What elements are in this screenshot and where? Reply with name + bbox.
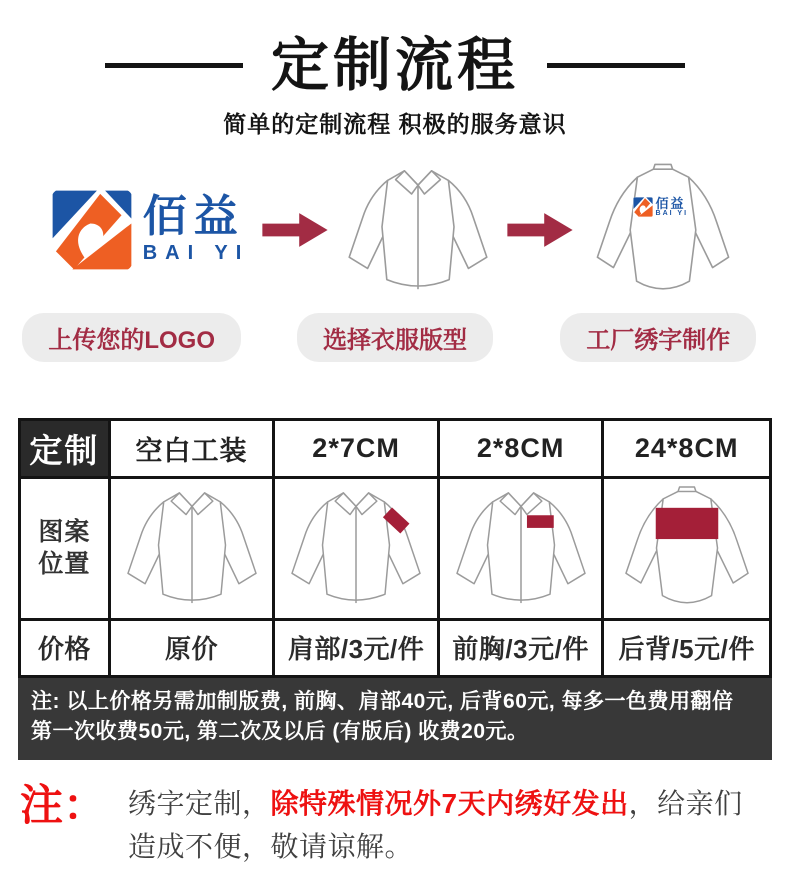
embroidered-logo-text — [656, 197, 689, 218]
col-header-2x8cm: 2*8CM — [440, 421, 605, 479]
arrow-right-icon — [259, 210, 331, 250]
shipping-note — [20, 782, 774, 869]
plate-fee-note-line2: 第一次收费50元, 第二次及以后 (有版后) 收费20元。 — [31, 720, 529, 744]
shirt-back-image — [583, 160, 743, 300]
shirt-blank-cell — [111, 479, 276, 621]
plate-fee-note-line1: 注: 以上价格另需加制版费, 前胸、肩部40元, 后背60元, 每多一色费用翻倍 — [31, 689, 734, 713]
back-patch — [655, 508, 718, 539]
step-label-choose-style: 选择衣服版型 — [297, 313, 493, 362]
shirt-chest-patch-cell — [440, 479, 605, 621]
process-steps — [0, 159, 790, 301]
shirt-back-patch-image — [612, 484, 762, 612]
shirt-front-blank-image — [117, 484, 267, 612]
brand-logo-text — [143, 194, 250, 265]
shirt-front-image — [338, 160, 498, 300]
note-text-before: 绣字定制， — [128, 787, 271, 819]
note-mark: 注： — [20, 781, 106, 830]
shirt-back-patch-cell — [604, 479, 769, 621]
brand-name-cn-small: 佰益 — [655, 195, 686, 211]
step-label-upload-logo: 上传您的LOGO — [22, 313, 241, 362]
brand-name-en-small: BAI YI — [655, 209, 689, 217]
title-decor-line-left — [105, 63, 243, 68]
brand-name-en: BAI YI — [142, 242, 250, 265]
brand-name-cn: 佰益 — [142, 192, 245, 242]
price-original: 原价 — [111, 621, 276, 675]
col-header-blank: 空白工装 — [111, 421, 276, 479]
step-shirt-front — [335, 159, 500, 301]
page-title: 定制流程 — [270, 33, 519, 98]
pricing-table — [18, 418, 772, 678]
brand-logo-icon-small — [633, 197, 653, 217]
shirt-chest-patch-image — [446, 484, 596, 612]
step-upload-logo — [45, 189, 255, 271]
shipping-note-text — [128, 782, 768, 869]
col-header-24x8cm: 24*8CM — [604, 421, 769, 479]
step-shirt-back-logo — [580, 159, 745, 301]
price-shoulder: 肩部/3元/件 — [275, 621, 440, 675]
row-header-position — [21, 479, 111, 621]
shirt-shoulder-patch-image — [281, 484, 431, 612]
embroidered-logo — [633, 197, 689, 218]
shirt-shoulder-patch-cell — [275, 479, 440, 621]
brand-logo-icon — [51, 189, 133, 271]
price-back: 后背/5元/件 — [604, 621, 769, 675]
price-chest: 前胸/3元/件 — [440, 621, 605, 675]
note-text-highlight: 除特殊情况外7天内绣好发出 — [270, 787, 629, 819]
chest-patch — [527, 516, 554, 529]
col-header-2x7cm: 2*7CM — [275, 421, 440, 479]
plate-fee-note — [18, 678, 772, 760]
position-label-line1: 图案 — [38, 517, 91, 546]
page-subtitle: 简单的定制流程 积极的服务意识 — [223, 110, 567, 137]
row-header-price: 价格 — [21, 621, 111, 675]
table-corner-cell: 定制 — [21, 421, 111, 479]
position-label-line2: 位置 — [38, 550, 91, 579]
arrow-right-icon — [504, 210, 576, 250]
page-header — [0, 0, 790, 98]
step-labels — [0, 313, 790, 362]
note-text-after: ，给亲们造成不便，敬请谅解。 — [128, 787, 743, 863]
step-label-factory-embroidery: 工厂绣字制作 — [560, 313, 756, 362]
title-decor-line-right — [547, 63, 685, 68]
